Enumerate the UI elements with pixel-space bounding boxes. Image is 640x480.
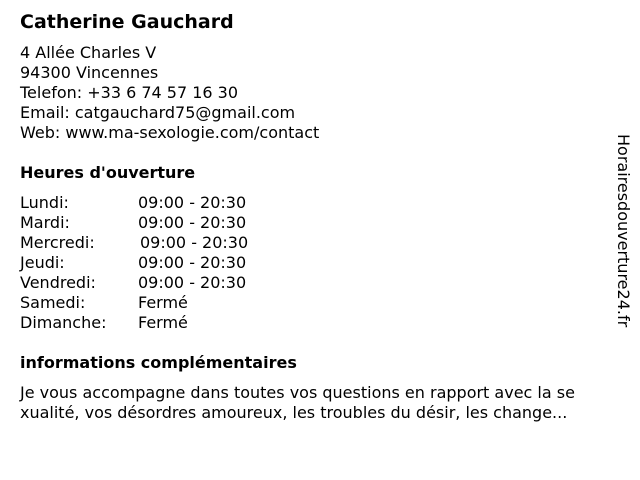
phone-line[interactable]: Telefon: +33 6 74 57 16 30	[20, 83, 239, 102]
description-line-1: Je vous accompagne dans toutes vos questions en rapport avec la se	[20, 383, 575, 402]
hours-time: 09:00 - 20:30	[140, 233, 249, 252]
email-line[interactable]: Email: catgauchard75@gmail.com	[20, 103, 296, 122]
hours-row-saturday	[20, 293, 320, 313]
hours-row-sunday	[20, 313, 320, 333]
hours-row-thursday	[20, 253, 320, 273]
hours-day: Mardi:	[20, 213, 70, 232]
watermark	[611, 134, 635, 374]
hours-time: Fermé	[138, 313, 188, 332]
additional-info-heading: informations complémentaires	[20, 353, 297, 372]
hours-time: 09:00 - 20:30	[138, 213, 247, 232]
watermark-text: Horairesdouverture24.fr	[614, 134, 633, 328]
web-line[interactable]: Web: www.ma-sexologie.com/contact	[20, 123, 320, 142]
address-line-1: 4 Allée Charles V	[20, 43, 157, 62]
description-line-2: xualité, vos désordres amoureux, les troubles du désir, les change...	[20, 403, 568, 422]
address-line-2: 94300 Vincennes	[20, 63, 159, 82]
hours-day: Lundi:	[20, 193, 69, 212]
hours-time: 09:00 - 20:30	[138, 273, 247, 292]
hours-row-friday	[20, 273, 320, 293]
hours-row-wednesday	[20, 233, 320, 253]
hours-day: Dimanche:	[20, 313, 107, 332]
hours-row-monday	[20, 193, 320, 213]
additional-info-text	[20, 383, 630, 423]
hours-day: Mercredi:	[20, 233, 95, 252]
hours-day: Jeudi:	[20, 253, 65, 272]
hours-day: Vendredi:	[20, 273, 96, 292]
opening-hours-heading: Heures d'ouverture	[20, 163, 196, 182]
hours-time: 09:00 - 20:30	[138, 253, 247, 272]
opening-hours-table	[20, 193, 320, 333]
hours-time: 09:00 - 20:30	[138, 193, 247, 212]
contact-block	[20, 43, 319, 143]
hours-row-tuesday	[20, 213, 320, 233]
hours-day: Samedi:	[20, 293, 86, 312]
business-name: Catherine Gauchard	[20, 11, 234, 33]
hours-time: Fermé	[138, 293, 188, 312]
